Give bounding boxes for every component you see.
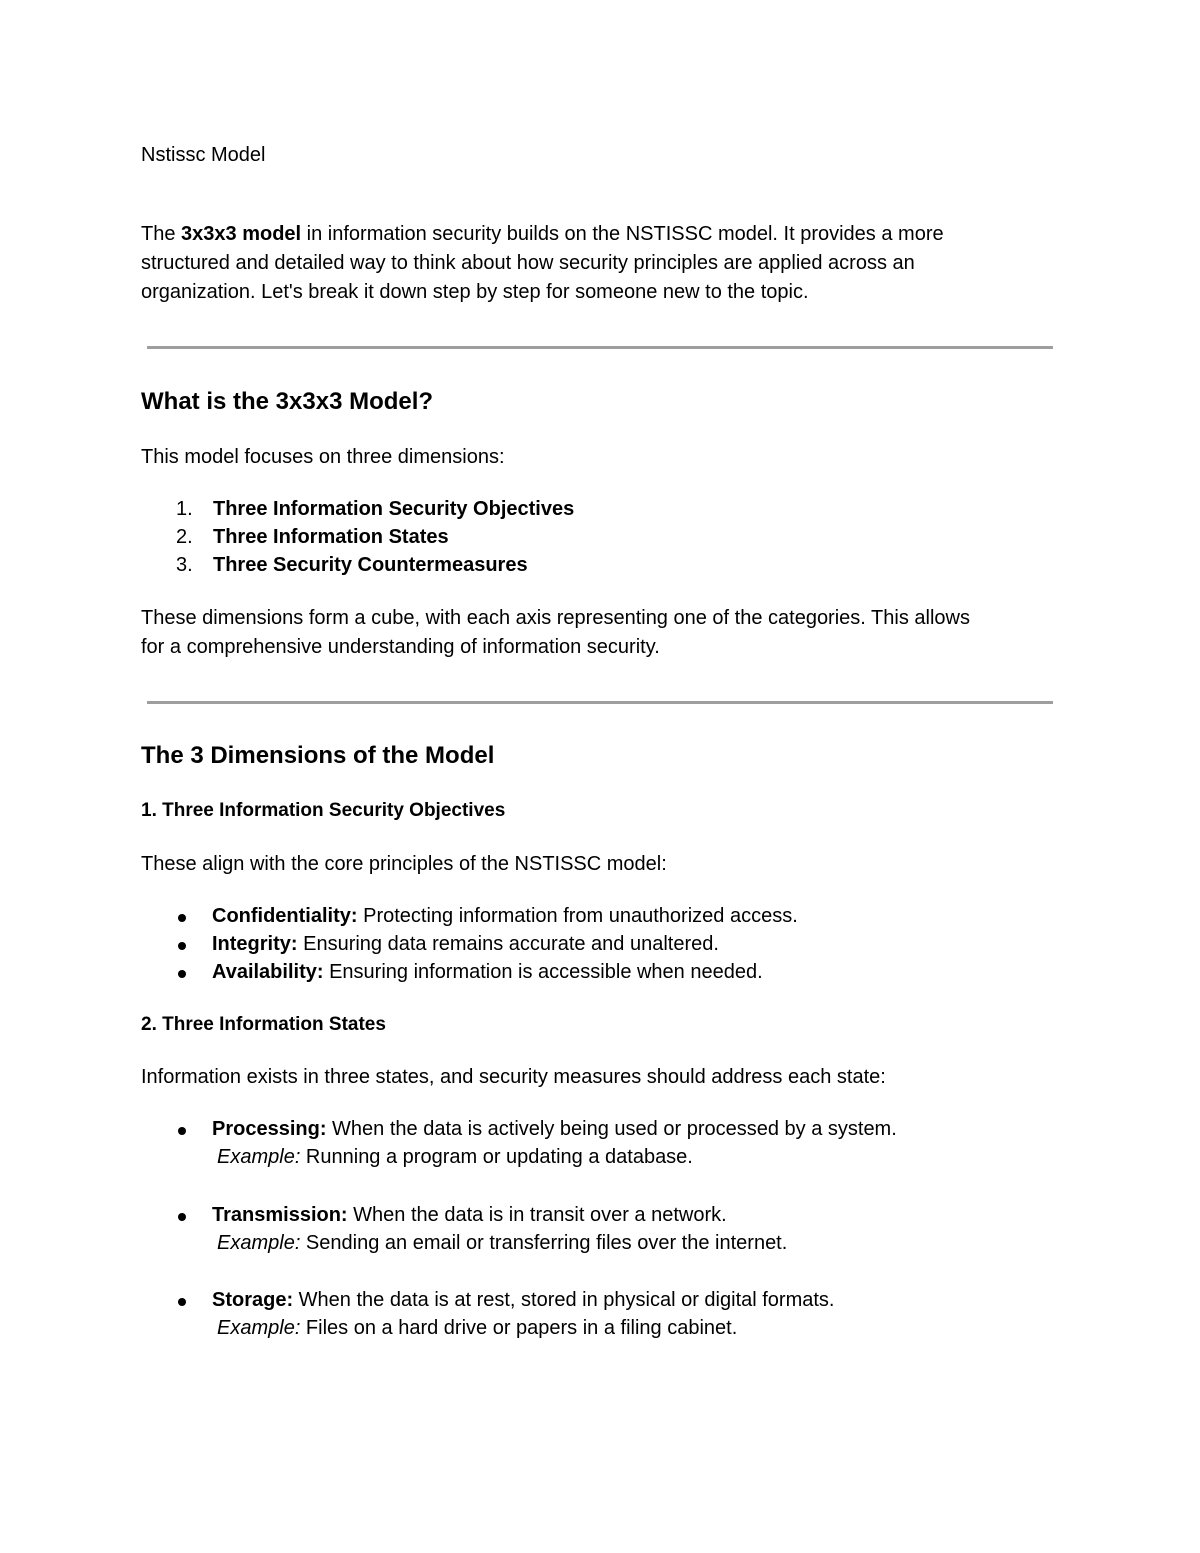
list-number: 3.	[176, 554, 193, 576]
section-heading: The 3 Dimensions of the Model	[141, 742, 495, 769]
bullet-term: Transmission:	[212, 1204, 348, 1226]
list-item-text: Three Information Security Objectives	[213, 498, 575, 520]
intro-prefix: The	[141, 223, 182, 245]
intro-line1-rest: in information security builds on the NSTISSC model. It provides a more	[301, 223, 944, 245]
example-text: Running a program or updating a database.	[300, 1146, 693, 1168]
section-closing-paragraph	[141, 604, 1061, 662]
bullet-desc: Ensuring data remains accurate and unaltered.	[297, 933, 719, 955]
bullet-icon	[175, 1286, 212, 1314]
example-line	[217, 1143, 693, 1171]
intro-line2: structured and detailed way to think about how security principles are applied across an	[141, 252, 915, 274]
bullet-icon	[175, 1115, 212, 1143]
intro-bold-term: 3x3x3 model	[181, 223, 302, 245]
bullet-term: Storage:	[212, 1289, 294, 1311]
ordered-list-item	[141, 495, 574, 523]
bullet-list-item	[175, 1115, 897, 1143]
example-line	[217, 1314, 737, 1342]
bullet-icon	[175, 958, 212, 986]
bullet-term: Availability:	[212, 961, 324, 983]
example-label: Example:	[217, 1146, 301, 1168]
ordered-list-item	[141, 523, 449, 551]
subsection-lead: These align with the core principles of the NSTISSC model:	[141, 853, 667, 875]
list-item-text: Three Information States	[213, 526, 449, 548]
bullet-term: Processing:	[212, 1118, 327, 1140]
example-text: Sending an email or transferring files over the internet.	[300, 1232, 788, 1254]
bullet-icon	[175, 930, 212, 958]
example-text: Files on a hard drive or papers in a filing cabinet.	[300, 1317, 738, 1339]
horizontal-divider	[147, 701, 1053, 704]
bullet-desc: Ensuring information is accessible when needed.	[323, 961, 763, 983]
bullet-desc: Protecting information from unauthorized access.	[357, 905, 798, 927]
bullet-list-item	[175, 1286, 834, 1314]
bullet-desc: When the data is at rest, stored in physical or digital formats.	[293, 1289, 835, 1311]
closing-line1: These dimensions form a cube, with each axis representing one of the categories. This allows	[141, 607, 970, 629]
bullet-desc: When the data is in transit over a network.	[347, 1204, 727, 1226]
subsection-lead: Information exists in three states, and security measures should address each state:	[141, 1066, 886, 1088]
subsection-heading: 1. Three Information Security Objectives	[141, 800, 506, 821]
list-number: 1.	[176, 498, 193, 520]
list-item-text: Three Security Countermeasures	[213, 554, 528, 576]
subsection-heading: 2. Three Information States	[141, 1014, 386, 1035]
bullet-list-item	[175, 1201, 727, 1229]
intro-line3: organization. Let's break it down step by step for someone new to the topic.	[141, 281, 809, 303]
example-line	[217, 1229, 787, 1257]
section-heading: What is the 3x3x3 Model?	[141, 388, 434, 415]
closing-line2: for a comprehensive understanding of information security.	[141, 636, 660, 658]
section-lead: This model focuses on three dimensions:	[141, 446, 505, 468]
bullet-icon	[175, 1201, 212, 1229]
document-title: Nstissc Model	[141, 144, 266, 166]
example-label: Example:	[217, 1232, 301, 1254]
example-label: Example:	[217, 1317, 301, 1339]
bullet-icon	[175, 902, 212, 930]
list-number: 2.	[176, 526, 193, 548]
horizontal-divider	[147, 346, 1053, 349]
bullet-desc: When the data is actively being used or processed by a system.	[326, 1118, 897, 1140]
ordered-list-item	[141, 551, 528, 579]
bullet-list-item	[175, 930, 719, 958]
intro-paragraph	[141, 220, 1061, 307]
bullet-list-item	[175, 958, 763, 986]
bullet-term: Confidentiality:	[212, 905, 358, 927]
bullet-term: Integrity:	[212, 933, 298, 955]
bullet-list-item	[175, 902, 798, 930]
